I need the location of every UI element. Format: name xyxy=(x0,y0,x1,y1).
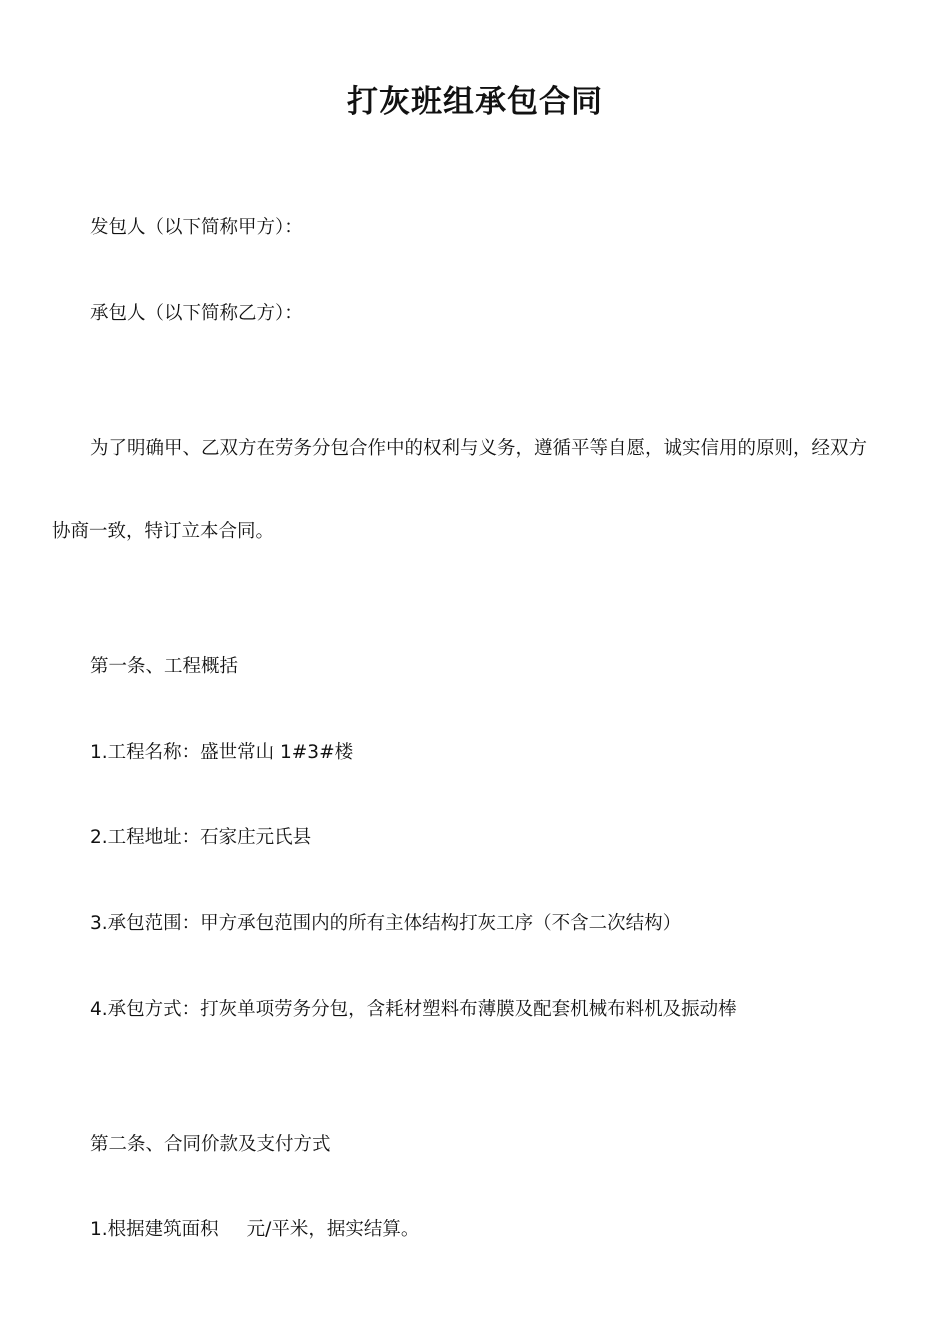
article-2-item-1-suffix: 元/平米，据实结算。 xyxy=(246,1219,420,1240)
preamble-line-1: 为了明确甲、乙双方在劳务分包合作中的权利与义务，遵循平等自愿，诚实信用的原则，经双方 xyxy=(90,438,868,459)
article-1-heading: 第一条、工程概括 xyxy=(90,656,239,677)
article-2-item-1 xyxy=(90,1217,419,1243)
article-1-item-1: 1.工程名称：盛世常山 1#3#楼 xyxy=(90,742,354,763)
party-a-line: 发包人（以下简称甲方）： xyxy=(90,217,303,238)
article-2-item-1-prefix: 1.根据建筑面积 xyxy=(90,1219,219,1240)
party-b-line: 承包人（以下简称乙方）： xyxy=(90,303,303,324)
article-2-heading: 第二条、合同价款及支付方式 xyxy=(90,1134,331,1155)
preamble-line-2: 协商一致，特订立本合同。 xyxy=(52,521,275,542)
article-1-item-3: 3.承包范围：甲方承包范围内的所有主体结构打灰工序（不含二次结构） xyxy=(90,913,682,934)
article-1-item-2: 2.工程地址：石家庄元氏县 xyxy=(90,827,312,848)
article-1-item-4: 4.承包方式：打灰单项劳务分包，含耗材塑料布薄膜及配套机械布料机及振动棒 xyxy=(90,999,737,1020)
document-title: 打灰班组承包合同 xyxy=(347,84,603,120)
